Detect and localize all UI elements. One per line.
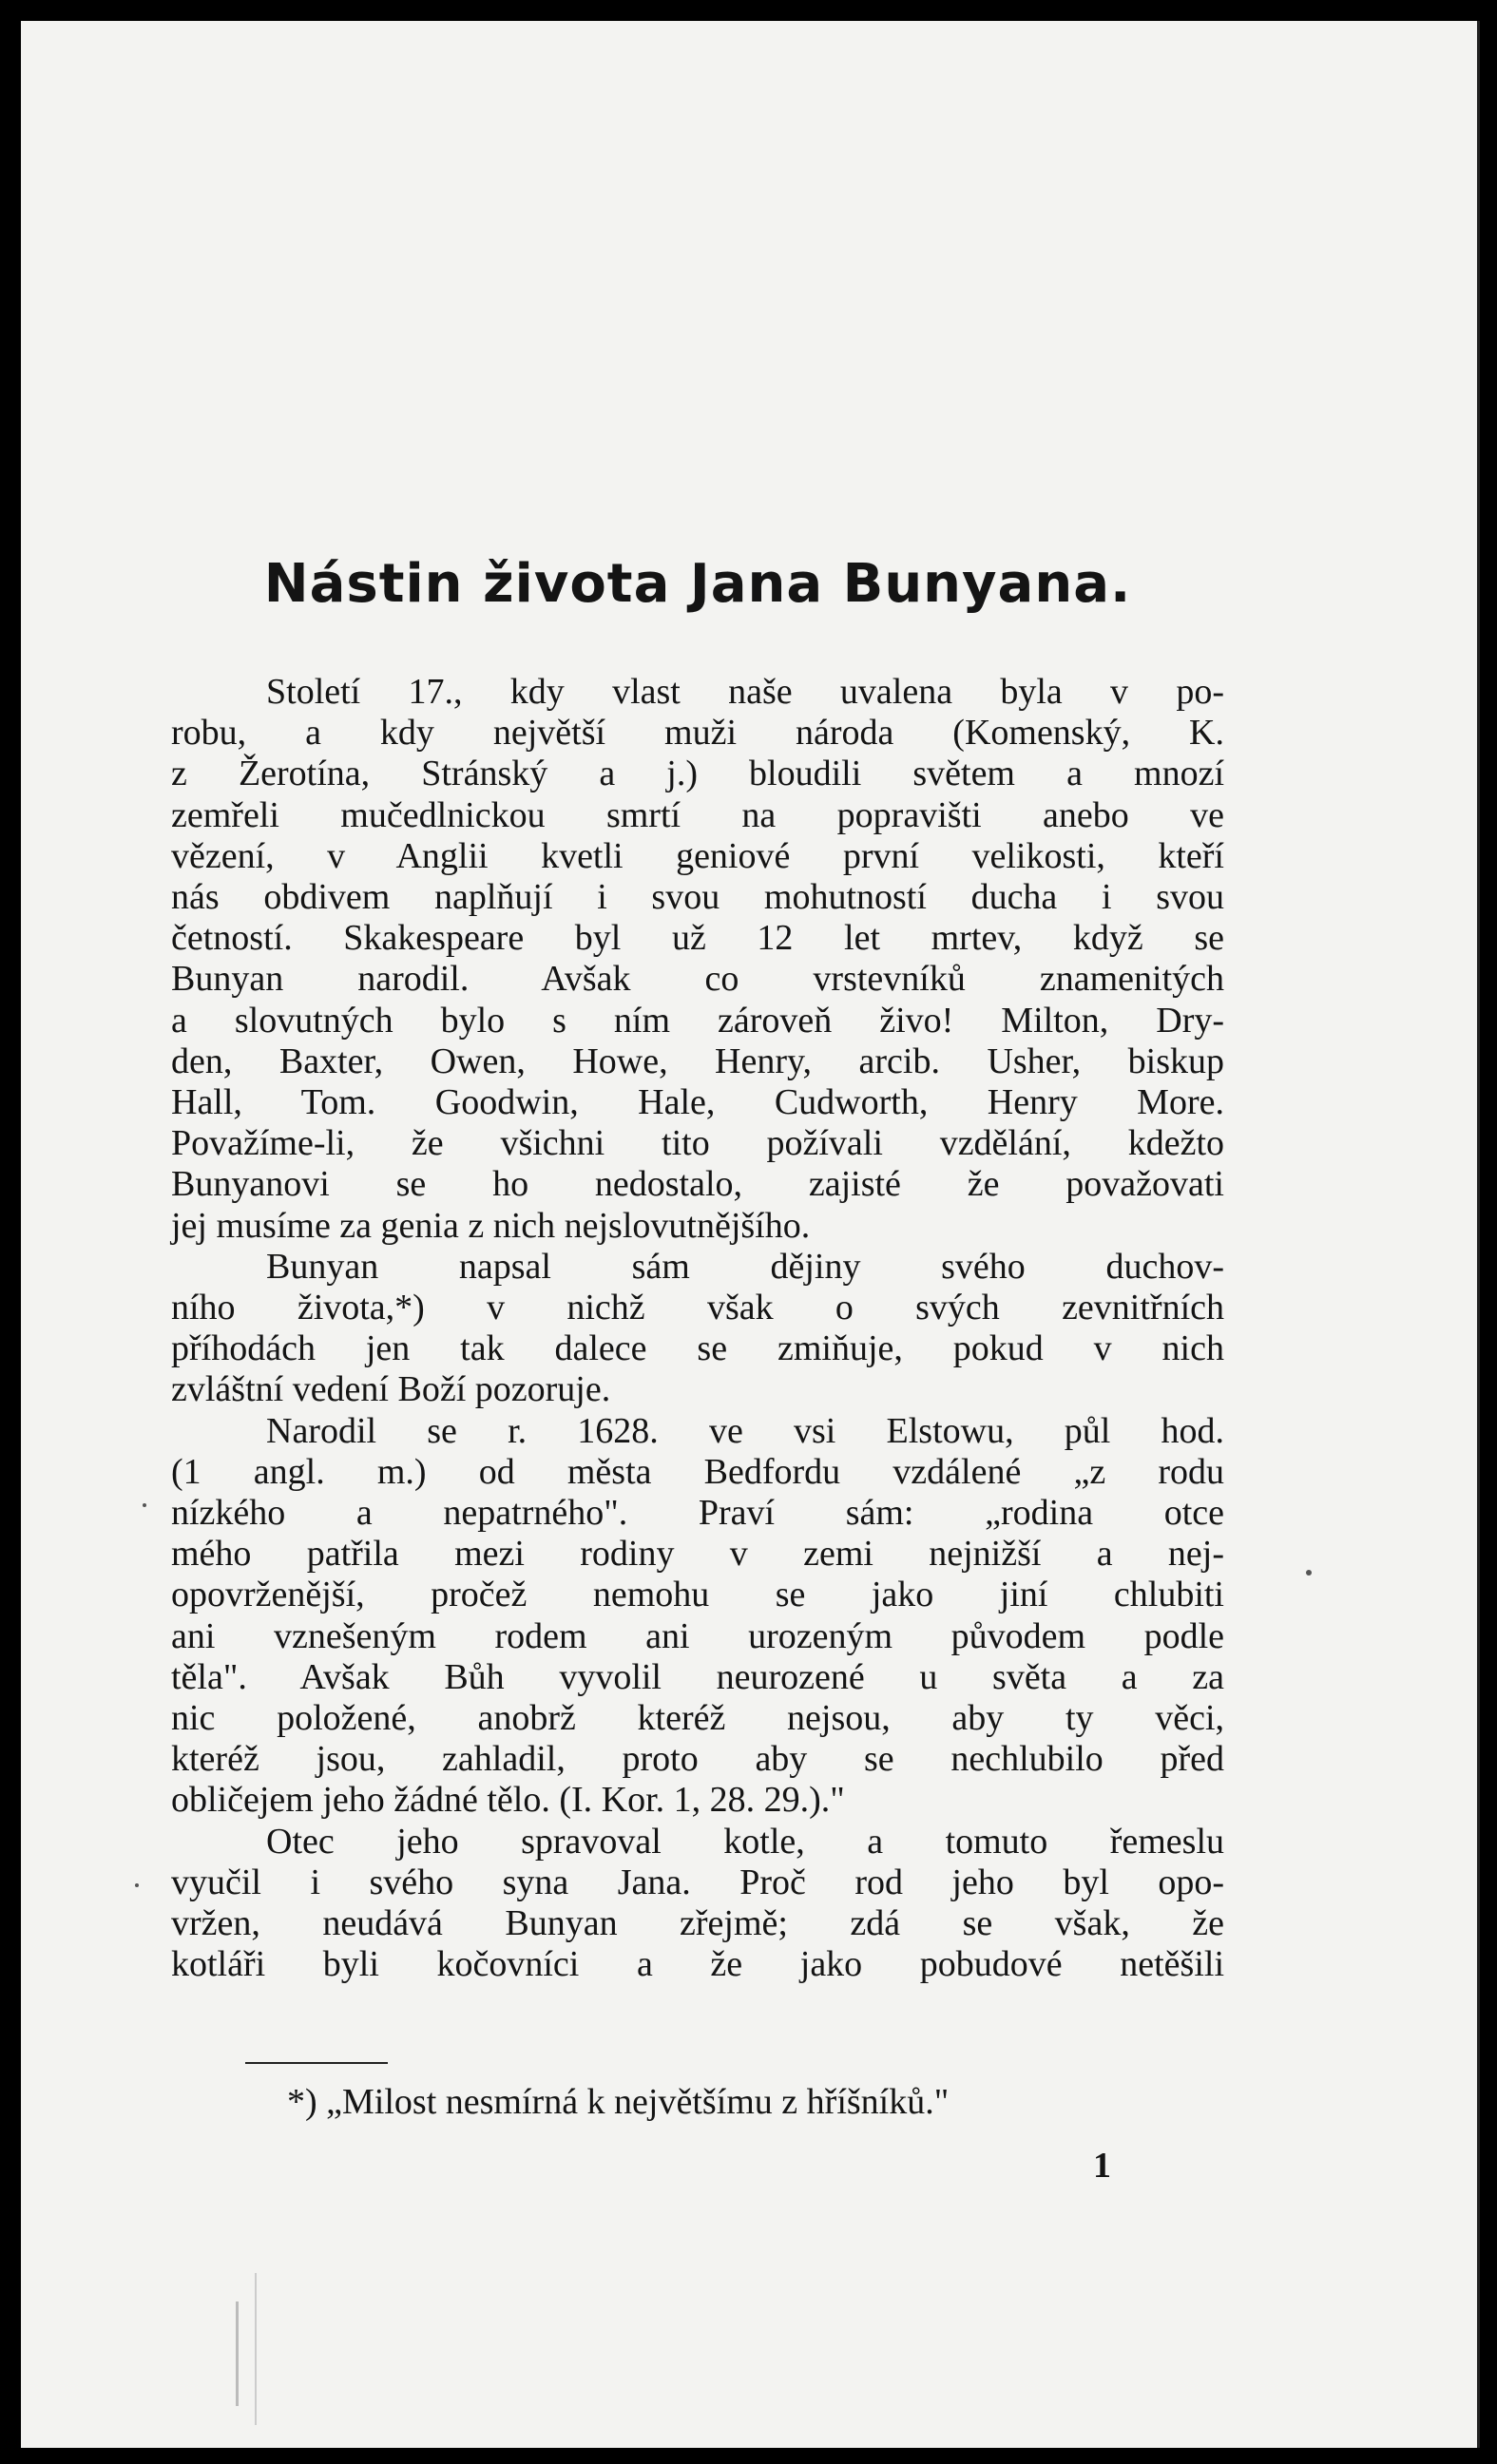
text-line: Století 17., kdy vlast naše uvalena byla v po- [266, 672, 1224, 712]
text-line: zemřeli mučedlnickou smrtí na popravišti anebo ve [171, 794, 1224, 835]
text-line: jej musíme za genia z nich nejslovutnějšího. [171, 1205, 811, 1246]
text-line: Bunyan napsal sám dějiny svého duchov- [266, 1246, 1224, 1287]
text-line: příhodách jen tak dalece se zmiňuje, pokud v nich [171, 1328, 1224, 1369]
text-line: Bunyanovi se ho nedostalo, zajisté že považovati [171, 1164, 1224, 1205]
scan-speck [143, 1503, 146, 1507]
scan-speck [135, 1883, 139, 1887]
text-line: Bunyan narodil. Avšak co vrstevníků znamenitých [171, 959, 1224, 1000]
text-line: ního života,*) v nichž však o svých zevnitřních [171, 1288, 1224, 1328]
paragraph-3 [171, 1411, 1224, 1822]
text-line: vržen, neudává Bunyan zřejmě; zdá se však, že [171, 1903, 1224, 1944]
text-line: Narodil se r. 1628. ve vsi Elstowu, půl hod. [266, 1410, 1224, 1451]
text-line: (1 angl. m.) od města Bedfordu vzdálené „z rodu [171, 1451, 1224, 1492]
text-line: Považíme-li, že všichni tito požívali vzdělání, kdežto [171, 1123, 1224, 1164]
paragraph-4 [171, 1822, 1224, 1986]
text-line: vězení, v Anglii kvetli geniové první velikosti, kteří [171, 835, 1224, 876]
page-content [171, 553, 1224, 1986]
text-line: nízkého a nepatrného". Praví sám: „rodina otce [171, 1493, 1224, 1534]
text-line: zvláštní vedení Boží pozoruje. [171, 1369, 611, 1410]
text-line: z Žerotína, Stránský a j.) bloudili světem a mnozí [171, 754, 1224, 794]
text-line: mého patřila mezi rodiny v zemi nejnižší a nej- [171, 1534, 1224, 1575]
text-line: těla". Avšak Bůh vyvolil neurozené u světa a za [171, 1656, 1224, 1697]
text-line: Hall, Tom. Goodwin, Hale, Cudworth, Henry More. [171, 1082, 1224, 1123]
footnote-divider [245, 2062, 388, 2064]
text-line: opovrženější, pročež nemohu se jako jiní chlubiti [171, 1575, 1224, 1615]
paragraph-1 [171, 672, 1224, 1247]
scan-speck [1306, 1570, 1312, 1576]
text-line: vyučil i svého syna Jana. Proč rod jeho byl opo- [171, 1862, 1224, 1902]
text-line: četností. Skakespeare byl už 12 let mrtev, když se [171, 918, 1224, 959]
text-line: kteréž jsou, zahladil, proto aby se nechlubilo před [171, 1739, 1224, 1780]
text-line: Otec jeho spravoval kotle, a tomuto řemeslu [266, 1821, 1224, 1862]
text-line: robu, a kdy největší muži národa (Komenský, K. [171, 713, 1224, 754]
text-line: nás obdivem naplňují i svou mohutností ducha i svou [171, 877, 1224, 918]
scan-mark [236, 2302, 239, 2406]
text-line: den, Baxter, Owen, Howe, Henry, arcib. Usher, biskup [171, 1041, 1224, 1081]
text-line: nic položené, anobrž kteréž nejsou, aby ty věci, [171, 1698, 1224, 1739]
text-line: kotláři byli kočovníci a že jako pobudové netěšili [171, 1944, 1224, 1985]
page-title: Nástin života Jana Bunyana. [263, 553, 1132, 615]
page-number: 1 [1093, 2146, 1111, 2186]
scan-mark [255, 2273, 257, 2425]
document-page [21, 21, 1480, 2448]
text-line: ani vznešeným rodem ani urozeným původem podle [171, 1615, 1224, 1656]
text-line: a slovutných bylo s ním zároveň živo! Milton, Dry- [171, 1000, 1224, 1041]
text-line: obličejem jeho žádné tělo. (I. Kor. 1, 28. 29.)." [171, 1780, 845, 1821]
paragraph-2 [171, 1247, 1224, 1411]
footnote: *) „Milost nesmírná k největšímu z hříšníků." [287, 2082, 950, 2122]
